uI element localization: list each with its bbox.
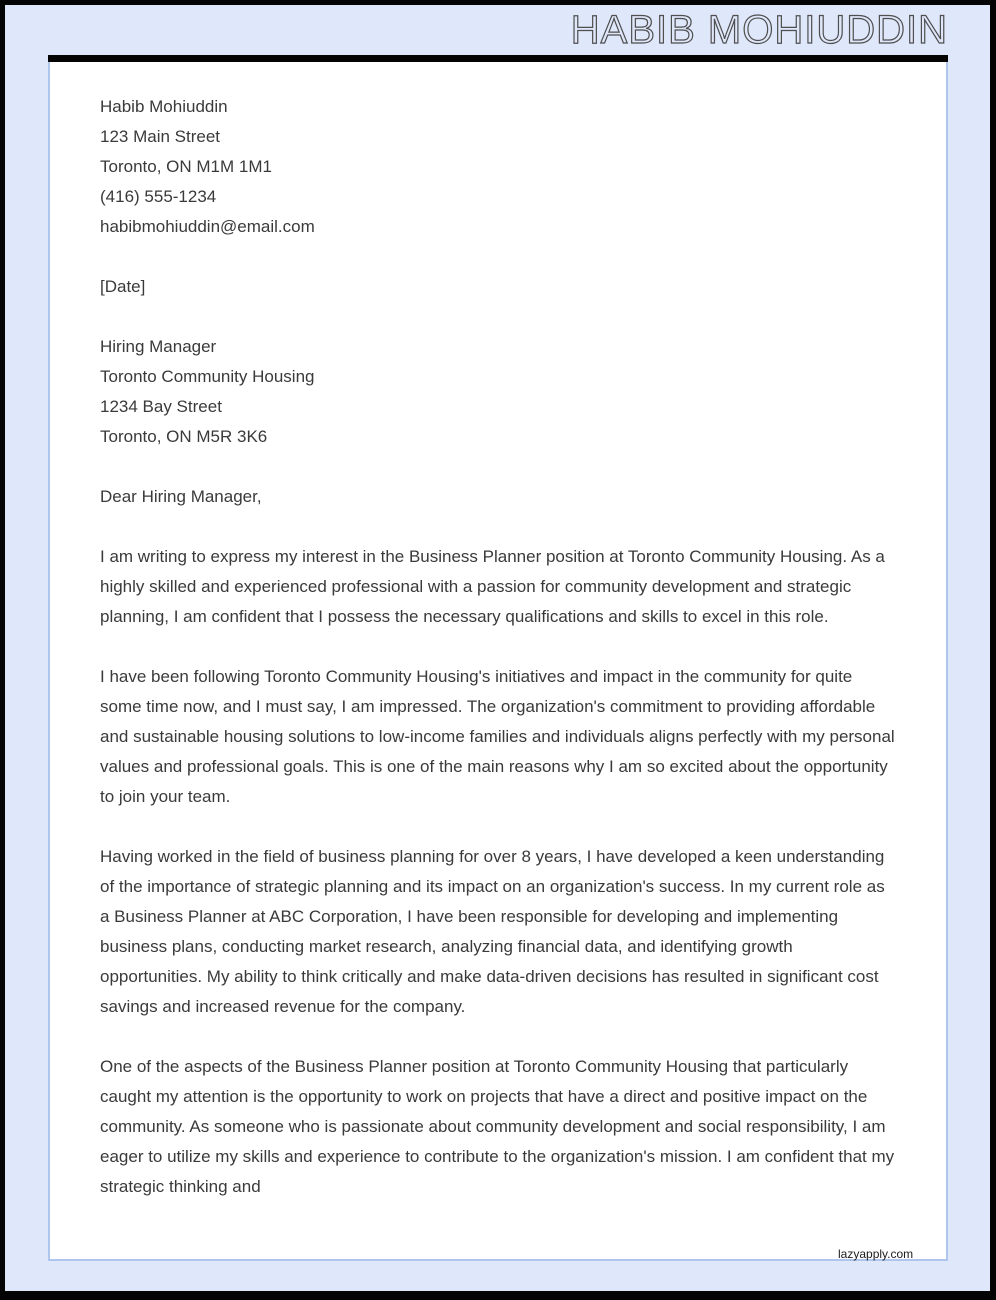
- paragraph-motivation: One of the aspects of the Business Planner position at Toronto Community Housing that particularly caught my attention is the opportunity to work on projects that have a direct and positive impact on the community. As someone who is passionate about community development and social responsibility, I am eager to utilize my skills and experience to contribute to the organization's mission. I am confident that my strategic thinking and: [100, 1057, 895, 1196]
- sender-city: Toronto, ON M1M 1M1: [100, 157, 272, 176]
- letter-page: [48, 58, 948, 1261]
- date-line: [Date]: [100, 277, 146, 296]
- frame-border-right: [990, 0, 996, 1300]
- recipient-street: 1234 Bay Street: [100, 397, 222, 416]
- sender-name: Habib Mohiuddin: [100, 97, 228, 116]
- frame-border-left: [0, 0, 5, 1300]
- recipient-block: [100, 332, 898, 452]
- letter-body: [50, 60, 946, 1202]
- watermark: lazyapply.com: [838, 1247, 914, 1261]
- header-name: HABIB MOHIUDDIN: [570, 8, 948, 52]
- header-accent-line: [48, 55, 948, 62]
- salutation: Dear Hiring Manager,: [100, 487, 262, 506]
- sender-phone: (416) 555-1234: [100, 187, 217, 206]
- paragraph-company: I have been following Toronto Community Housing's initiatives and impact in the community for quite some time now, and I must say, I am impressed. The organization's commitment to providing affordable and sustainable housing solutions to low-income families and individuals aligns perfectly with my personal values and professional goals. This is one of the main reasons why I am so excited about the opportunity to join your team.: [100, 667, 895, 806]
- paragraph-intro: I am writing to express my interest in the Business Planner position at Toronto Community Housing. As a highly skilled and experienced professional with a passion for community development and strategic planning, I am confident that I possess the necessary qualifications and skills to excel in this role.: [100, 547, 885, 626]
- recipient-title: Hiring Manager: [100, 337, 217, 356]
- sender-email: habibmohiuddin@email.com: [100, 217, 315, 236]
- paragraph-experience: Having worked in the field of business planning for over 8 years, I have developed a keen understanding of the importance of strategic planning and its impact on an organization's success. In my current role as a Business Planner at ABC Corporation, I have been responsible for developing and implementing business plans, conducting market research, analyzing financial data, and identifying growth opportunities. My ability to think critically and make data-driven decisions has resulted in significant cost savings and increased revenue for the company.: [100, 847, 885, 1016]
- frame-border-top: [0, 0, 996, 5]
- sender-block: [100, 92, 898, 242]
- recipient-city: Toronto, ON M5R 3K6: [100, 427, 268, 446]
- frame-border-bottom: [0, 1291, 996, 1300]
- sender-street: 123 Main Street: [100, 127, 221, 146]
- recipient-company: Toronto Community Housing: [100, 367, 315, 386]
